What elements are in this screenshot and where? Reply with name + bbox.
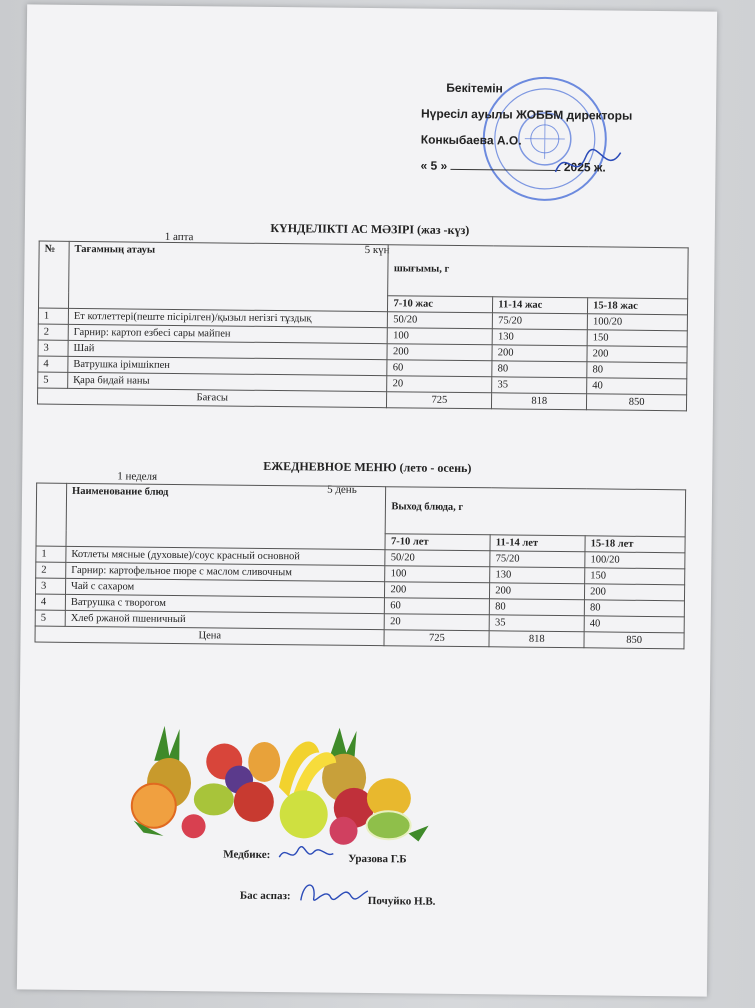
nurse-label: Медбике:: [223, 848, 271, 862]
price-label: Цена: [35, 626, 385, 646]
kiwi-icon: [366, 811, 410, 839]
portion-15-18: 40: [587, 378, 687, 395]
dish-name: Чай с сахаром: [65, 578, 385, 597]
chef-signature-icon: [296, 875, 371, 914]
approval-position: Нүресіл ауылы ЖОББМ директоры: [420, 106, 633, 123]
portion-11-14: 130: [490, 567, 585, 584]
chef-label: Бас аспаз:: [239, 889, 291, 903]
dish-name: Қара бидай наны: [68, 372, 388, 391]
row-num: 4: [35, 594, 65, 610]
ru-menu-title: ЕЖЕДНЕВНОЕ МЕНЮ (лето - осень): [263, 458, 472, 476]
kz-header-name: Тағамның атауы: [68, 241, 388, 311]
portion-7-10: 60: [387, 360, 492, 377]
row-num: 2: [36, 562, 66, 578]
dish-name: Котлеты мясные (духовые)/соус красный основной: [66, 546, 386, 565]
row-num: 1: [38, 308, 68, 324]
dish-name: Хлеб ржаной пшеничный: [65, 610, 385, 629]
portion-11-14: 80: [490, 599, 585, 616]
price-7-10: 725: [387, 392, 492, 409]
portion-7-10: 50/20: [388, 312, 493, 329]
portion-11-14: 130: [492, 329, 587, 346]
kz-week: 1 апта: [164, 230, 194, 244]
approval-day: « 5 »: [420, 158, 448, 173]
portion-11-14: 75/20: [490, 551, 585, 568]
dish-name: Шай: [68, 340, 388, 359]
dish-name: Гарнир: картофельное пюре с маслом сливочным: [66, 562, 386, 581]
portion-15-18: 200: [587, 346, 687, 363]
row-num: 2: [38, 324, 68, 340]
approval-name: Конкыбаева А.О.: [420, 132, 522, 148]
portion-11-14: 35: [492, 377, 587, 394]
kz-menu-table: [37, 241, 689, 412]
portion-7-10: 200: [385, 582, 490, 599]
row-num: 1: [36, 546, 66, 562]
price-label: Бағасы: [37, 388, 387, 408]
ru-header-name: Наименование блюд: [66, 483, 386, 549]
approval-title: Бекітемін: [446, 80, 503, 96]
portion-15-18: 80: [587, 362, 687, 379]
portion-7-10: 200: [387, 344, 492, 361]
fruit-illustration-icon: [113, 720, 434, 848]
portion-7-10: 50/20: [385, 550, 490, 567]
ru-header-age1: 7-10 лет: [385, 534, 490, 551]
portion-7-10: 60: [385, 598, 490, 615]
price-11-14: 818: [489, 631, 584, 648]
portion-11-14: 35: [489, 615, 584, 632]
director-signature-icon: [550, 142, 631, 193]
portion-11-14: 75/20: [493, 313, 588, 330]
green-apple-icon: [279, 790, 328, 839]
price-7-10: 725: [384, 630, 489, 647]
portion-15-18: 150: [587, 330, 687, 347]
dish-name: Ватрушка ірімшікпен: [68, 356, 388, 375]
orange-slice-icon: [132, 784, 176, 828]
kz-header-num: №: [38, 241, 69, 308]
approval-year: 2025 ж.: [563, 160, 606, 175]
portion-15-18: 80: [584, 600, 684, 617]
portion-7-10: 100: [388, 328, 493, 345]
ru-day: 5 день: [327, 483, 357, 496]
dish-name: Гарнир: картоп езбесі сары майпен: [68, 324, 388, 343]
document-page: [17, 4, 717, 996]
nurse-signature-icon: [276, 839, 336, 870]
ru-header-output: Выход блюда, г: [386, 487, 686, 537]
row-num: 4: [38, 356, 68, 372]
portion-11-14: 200: [490, 583, 585, 600]
portion-15-18: 40: [584, 616, 684, 633]
kz-header-output: шығымы, г: [388, 245, 688, 299]
price-15-18: 850: [584, 632, 684, 649]
row-num: 5: [38, 372, 68, 388]
dish-name: Ет котлеттері(пеште пісірілген)/қызыл негізгі тұздық: [68, 308, 388, 327]
row-num: 3: [38, 340, 68, 356]
kz-header-age2: 11-14 жас: [493, 297, 588, 314]
ru-menu-table: [34, 483, 686, 650]
kz-day: 5 күн: [364, 243, 390, 257]
portion-11-14: 80: [492, 361, 587, 378]
ru-week: 1 неделя: [117, 470, 158, 483]
nurse-name: Уразова Г.Б: [348, 852, 407, 866]
portion-11-14: 200: [492, 345, 587, 362]
row-num: 3: [36, 578, 66, 594]
ru-header-age3: 15-18 лет: [585, 536, 685, 553]
portion-7-10: 20: [385, 614, 490, 631]
portion-7-10: 100: [385, 566, 490, 583]
chef-name: Почуйко Н.В.: [367, 895, 436, 908]
price-15-18: 850: [587, 394, 687, 411]
portion-15-18: 100/20: [585, 552, 685, 569]
portion-15-18: 100/20: [587, 314, 687, 331]
ru-header-age2: 11-14 лет: [490, 535, 585, 552]
dish-name: Ватрушка с творогом: [65, 594, 385, 613]
portion-15-18: 150: [585, 568, 685, 585]
portion-15-18: 200: [585, 584, 685, 601]
ru-header-num: [36, 483, 67, 546]
portion-7-10: 20: [387, 376, 492, 393]
row-num: 5: [35, 610, 65, 626]
peach-icon: [248, 742, 280, 782]
kz-header-age1: 7-10 жас: [388, 296, 493, 313]
price-11-14: 818: [492, 393, 587, 410]
kz-menu-title: КҮНДЕЛІКТІ АС МӘЗІРІ (жаз -күз): [270, 220, 470, 238]
kz-header-age3: 15-18 жас: [588, 298, 688, 315]
